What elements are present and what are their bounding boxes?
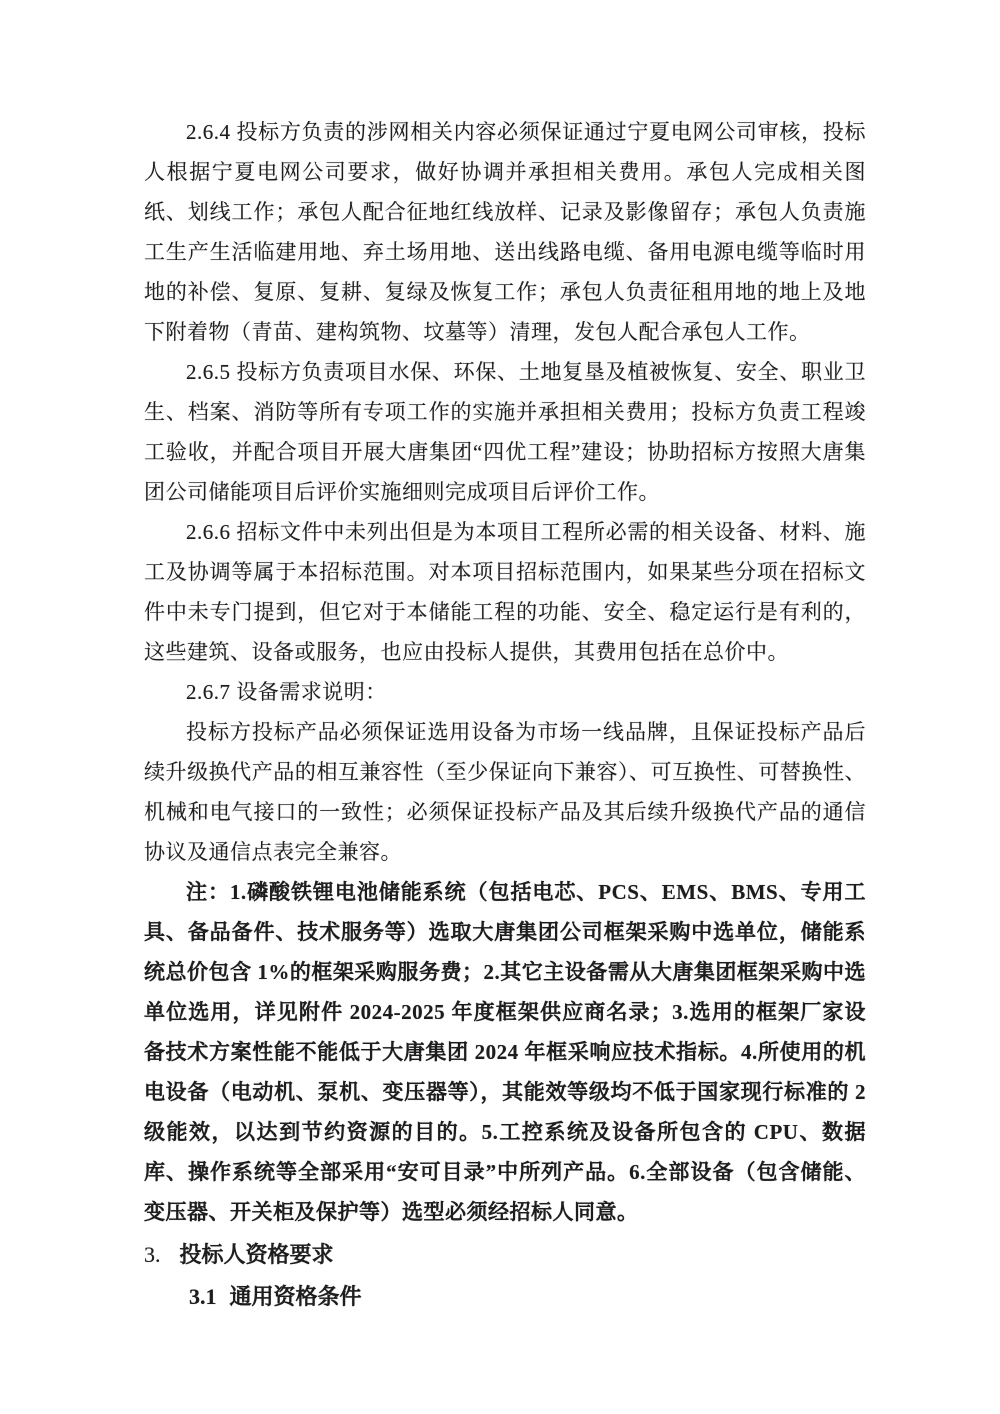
paragraph-clause-2-6-4: 2.6.4 投标方负责的涉网相关内容必须保证通过宁夏电网公司审核，投标人根据宁夏电网公司要求，做好协调并承担相关费用。承包人完成相关图纸、划线工作；承包人配合征地红线放样、记录及影像留存；承包人负责施工生产生活临建用地、弃土场用地、送出线路电缆、备用电源电缆等临时用地的补偿、复原、复耕、复绿及恢复工作；承包人负责征租用地的地上及地下附着物（青苗、建构筑物、坟墓等）清理，发包人配合承包人工作。 — [144, 120, 866, 344]
paragraph-clause-2-6-6: 2.6.6 招标文件中未列出但是为本项目工程所必需的相关设备、材料、施工及协调等属于本招标范围。对本项目招标范围内，如果某些分项在招标文件中未专门提到，但它对于本储能工程的功能、安全、稳定运行是有利的，这些建筑、设备或服务，也应由投标人提供，其费用包括在总价中。 — [144, 520, 866, 664]
section-3-number: 3. — [144, 1242, 161, 1267]
document-body — [144, 112, 866, 1318]
paragraph-clause-2-6-7-title: 2.6.7 设备需求说明： — [186, 680, 387, 704]
section-3-title: 投标人资格要求 — [179, 1242, 334, 1267]
section-3-1-title: 通用资格条件 — [229, 1284, 362, 1309]
paragraph-clause-2-6-7-body: 投标方投标产品必须保证选用设备为市场一线品牌，且保证投标产品后续升级换代产品的相互兼容性（至少保证向下兼容）、可互换性、可替换性、机械和电气接口的一致性；必须保证投标产品及其后续升级换代产品的通信协议及通信点表完全兼容。 — [144, 720, 866, 864]
section-3-1-heading — [144, 1276, 866, 1318]
section-3-1-number: 3.1 — [189, 1284, 217, 1309]
paragraph-note: 注：1.磷酸铁锂电池储能系统（包括电芯、PCS、EMS、BMS、专用工具、备品备件、技术服务等）选取大唐集团公司框架采购中选单位，储能系统总价包含 1%的框架采购服务费；2.其它主设备需从大唐集团框架采购中选单位选用，详见附件 2024-2025 年度框架供应商名录；3.选用的框架厂家设备技术方案性能不能低于大唐集团 2024 年框采响应技术指标。4.所使用的机电设备（电动机、泵机、变压器等），其能效等级均不低于国家现行标准的 2 级能效，以达到节约资源的目的。5.工控系统及设备所包含的 CPU、数据库、操作系统等全部采用“安可目录”中所列产品。6.全部设备（包含储能、变压器、开关柜及保护等）选型必须经招标人同意。 — [144, 880, 866, 1224]
paragraph-clause-2-6-5: 2.6.5 投标方负责项目水保、环保、土地复垦及植被恢复、安全、职业卫生、档案、消防等所有专项工作的实施并承担相关费用；投标方负责工程竣工验收，并配合项目开展大唐集团“四优工程”建设；协助招标方按照大唐集团公司储能项目后评价实施细则完成项目后评价工作。 — [144, 360, 866, 504]
section-3-heading — [144, 1234, 866, 1276]
